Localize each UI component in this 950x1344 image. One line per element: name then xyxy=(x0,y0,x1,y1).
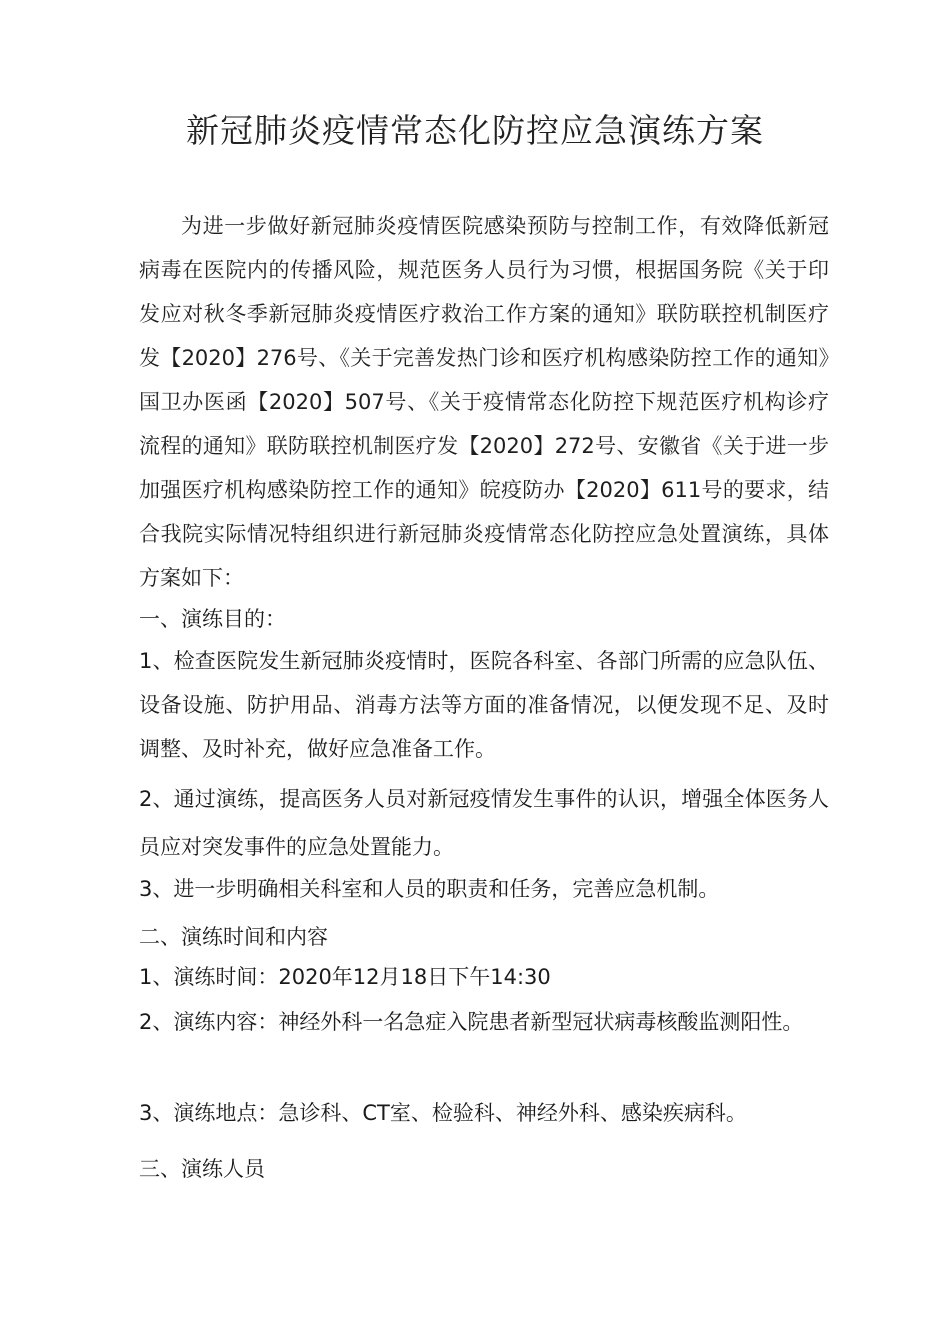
section-heading-purpose: 一、演练目的： xyxy=(139,607,286,631)
section-heading-personnel: 三、演练人员 xyxy=(139,1157,265,1181)
drill-content: 2、演练内容：神经外科一名急症入院患者新型冠状病毒核酸监测阳性。 xyxy=(139,1010,804,1034)
document-title: 新冠肺炎疫情常态化防控应急演练方案 xyxy=(186,111,764,150)
drill-time: 1、演练时间：2020年12月18日下午14:30 xyxy=(139,965,551,989)
intro-paragraph: 为进一步做好新冠肺炎疫情医院感染预防与控制工作，有效降低新冠病毒在医院内的传播风险，规范医务人员行为习惯，根据国务院《关于印发应对秋冬季新冠肺炎疫情医疗救治工作方案的通知》联防联控机制医疗发【2020】276号、《关于完善发热门诊和医疗机构感染防控工作的通知》国卫办医函【2020】507号、《关于疫情常态化防控下规范医疗机构诊疗流程的通知》联防联控机制医疗发【2020】272号、安徽省《关于进一步加强医疗机构感染防控工作的通知》皖疫防办【2020】611号的要求，结合我院实际情况特组织进行新冠肺炎疫情常态化防控应急处置演练，具体方案如下： xyxy=(139,214,829,590)
drill-location: 3、演练地点：急诊科、CT室、检验科、神经外科、感染疾病科。 xyxy=(139,1101,747,1125)
purpose-item-2: 2、通过演练，提高医务人员对新冠疫情发生事件的认识，增强全体医务人员应对突发事件的应急处置能力。 xyxy=(139,787,829,859)
purpose-item-1: 1、检查医院发生新冠肺炎疫情时，医院各科室、各部门所需的应急队伍、设备设施、防护用品、消毒方法等方面的准备情况，以便发现不足、及时调整、及时补充，做好应急准备工作。 xyxy=(139,649,829,761)
purpose-item-3: 3、进一步明确相关科室和人员的职责和任务，完善应急机制。 xyxy=(139,877,720,901)
section-heading-time-content: 二、演练时间和内容 xyxy=(139,925,328,949)
